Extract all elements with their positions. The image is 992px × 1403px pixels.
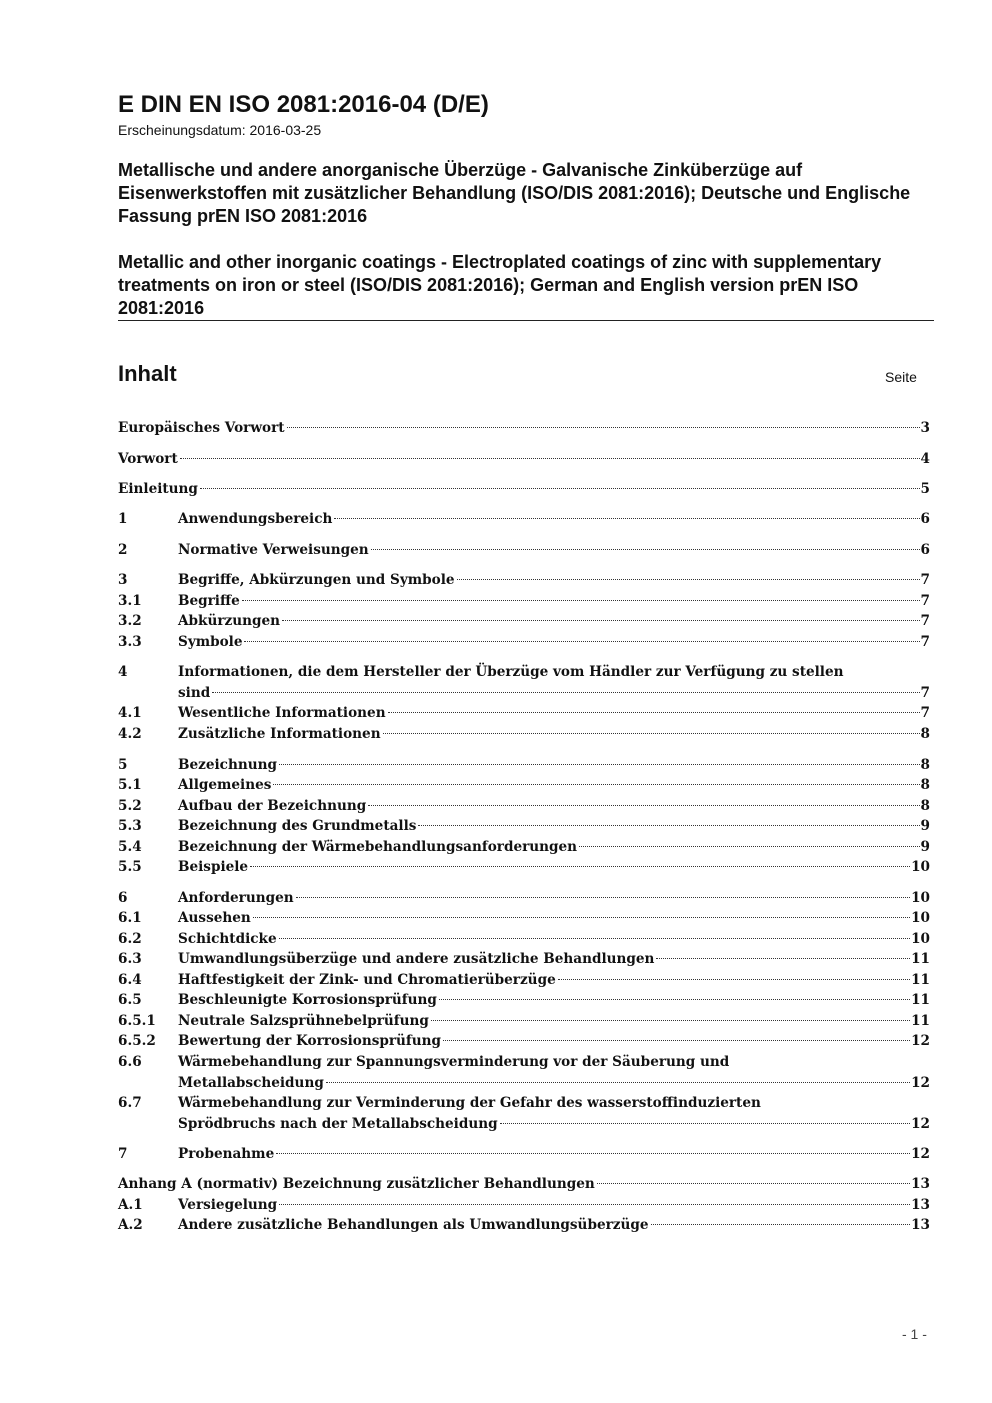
toc-entry-number: 4 xyxy=(118,664,128,680)
toc-entry-title: Normative Verweisungen xyxy=(178,542,369,558)
toc-entry-title: Umwandlungsüberzüge und andere zusätzliche Behandlungen xyxy=(178,951,655,967)
toc-entry[interactable] xyxy=(118,837,930,858)
toc-entry-number: 6.7 xyxy=(118,1095,142,1111)
toc-entry-number: 3.1 xyxy=(118,593,142,609)
toc-entry[interactable] xyxy=(118,1195,930,1216)
toc-leader-dots xyxy=(368,805,919,806)
toc-entry-page: 11 xyxy=(911,992,930,1008)
toc-leader-dots xyxy=(276,1153,910,1154)
toc-entry-title: Andere zusätzliche Behandlungen als Umwandlungsüberzüge xyxy=(178,1217,649,1233)
publication-date: Erscheinungsdatum: 2016-03-25 xyxy=(118,122,322,138)
toc-entry-title: Haftfestigkeit der Zink- und Chromatierüberzüge xyxy=(178,972,556,988)
toc-entry[interactable] xyxy=(118,1031,930,1052)
toc-entry-number: 2 xyxy=(118,542,128,558)
toc-leader-dots xyxy=(273,784,919,785)
toc-leader-dots xyxy=(200,488,920,489)
toc-entry-number: 6.6 xyxy=(118,1054,142,1070)
toc-entry-title: Bezeichnung des Grundmetalls xyxy=(178,818,417,834)
toc-entry-title: Wesentliche Informationen xyxy=(178,705,386,721)
toc-entry-page: 13 xyxy=(911,1217,930,1233)
toc-entry-title: Begriffe xyxy=(178,593,240,609)
toc-entry[interactable] xyxy=(118,755,930,776)
toc-entry-number: 4.2 xyxy=(118,726,142,742)
document-id: E DIN EN ISO 2081:2016-04 (D/E) xyxy=(118,91,489,118)
toc-leader-dots xyxy=(334,518,919,519)
toc-entry[interactable] xyxy=(118,449,930,470)
toc-entry-title: Metallabscheidung xyxy=(178,1074,324,1091)
toc-entry-number: 4.1 xyxy=(118,705,142,721)
toc-entry-page: 10 xyxy=(911,890,930,906)
toc-entry-number: 6.5 xyxy=(118,992,142,1008)
toc-entry-title: Anwendungsbereich xyxy=(178,511,333,527)
toc-entry-title: Allgemeines xyxy=(178,777,272,793)
toc-entry[interactable] xyxy=(118,418,930,439)
toc-entry-title: Bezeichnung der Wärmebehandlungsanforderungen xyxy=(178,839,578,855)
toc-leader-dots xyxy=(457,579,920,580)
toc-entry-number: 6.2 xyxy=(118,931,142,947)
toc-entry-page: 7 xyxy=(920,613,930,629)
toc-entry[interactable] xyxy=(118,816,930,837)
toc-entry[interactable] xyxy=(118,929,930,950)
toc-entry-title: Anforderungen xyxy=(178,890,294,906)
toc-entry[interactable] xyxy=(118,990,930,1011)
toc-entry-title: Vorwort xyxy=(118,451,178,467)
toc-leader-dots xyxy=(180,458,920,459)
toc-leader-dots xyxy=(279,1204,910,1205)
toc-entry-page: 9 xyxy=(920,818,930,834)
toc-entry-title: Neutrale Salzsprühnebelprüfung xyxy=(178,1013,429,1029)
toc-entry-number: 6.4 xyxy=(118,972,142,988)
toc-entry-page: 4 xyxy=(920,451,930,467)
toc-entry-number: 1 xyxy=(118,511,128,527)
toc-entry-page: 6 xyxy=(920,542,930,558)
toc-entry-title: Schichtdicke xyxy=(178,931,277,947)
toc-entry-title: Beschleunigte Korrosionsprüfung xyxy=(178,992,437,1008)
toc-leader-dots xyxy=(500,1123,910,1124)
toc-leader-dots xyxy=(558,979,910,980)
toc-leader-dots xyxy=(418,825,919,826)
title-german: Metallische und andere anorganische Überzüge - Galvanische Zinküberzüge auf Eisenwerkstoffen mit zusätzlicher Behandlung (ISO/DIS 2081:2016); Deutsche und Englische Fassung prEN ISO 2081:2016 xyxy=(118,160,911,226)
toc-entry-page: 10 xyxy=(911,859,930,875)
toc-entry[interactable] xyxy=(118,1011,930,1032)
toc-leader-dots xyxy=(651,1224,911,1225)
toc-entry[interactable] xyxy=(118,724,930,745)
toc-entry-page: 7 xyxy=(920,572,930,588)
toc-leader-dots xyxy=(279,938,910,939)
toc-entry-page: 8 xyxy=(920,777,930,793)
toc-entry-page: 11 xyxy=(911,1013,930,1029)
toc-entry-page: 7 xyxy=(920,593,930,609)
toc-entry[interactable] xyxy=(118,509,930,530)
toc-entry-page: 12 xyxy=(911,1146,930,1162)
toc-entry[interactable] xyxy=(118,796,930,817)
toc-entry-page: 7 xyxy=(920,705,930,721)
toc-entry-title: Begriffe, Abkürzungen und Symbole xyxy=(178,572,455,588)
toc-entry[interactable] xyxy=(118,970,930,991)
toc-entry-page: 7 xyxy=(920,634,930,650)
toc-entry-number: 5 xyxy=(118,757,128,773)
toc-entry-number: 3.2 xyxy=(118,613,142,629)
toc-entry-number: 3.3 xyxy=(118,634,142,650)
toc-entry-page: 6 xyxy=(920,511,930,527)
toc-entry-page: 10 xyxy=(911,931,930,947)
toc-entry-number: 7 xyxy=(118,1146,128,1162)
toc-entry[interactable] xyxy=(118,479,930,500)
toc-entry-title: Bezeichnung xyxy=(178,757,277,773)
toc-entry-page: 12 xyxy=(911,1115,930,1132)
toc-leader-dots xyxy=(253,917,910,918)
toc-leader-dots xyxy=(443,1040,910,1041)
toc-entry-title: Anhang A (normativ) Bezeichnung zusätzlicher Behandlungen xyxy=(118,1176,595,1192)
toc-leader-dots xyxy=(383,733,920,734)
toc-entry-number: 6 xyxy=(118,890,128,906)
toc-leader-dots xyxy=(212,692,919,693)
toc-entry-number: 5.2 xyxy=(118,798,142,814)
toc-entry-title: Einleitung xyxy=(118,481,198,497)
toc-entry[interactable] xyxy=(118,703,930,724)
toc-entry-title: Probenahme xyxy=(178,1146,275,1162)
toc-entry[interactable] xyxy=(118,1052,930,1093)
toc-entry-number: 3 xyxy=(118,572,128,588)
toc-leader-dots xyxy=(597,1183,910,1184)
toc-entry-title: Bewertung der Korrosionsprüfung xyxy=(178,1033,442,1049)
toc-entry-page: 13 xyxy=(911,1176,930,1192)
toc-leader-dots xyxy=(439,999,910,1000)
toc-entry[interactable] xyxy=(118,540,930,561)
toc-leader-dots xyxy=(296,897,910,898)
toc-entry-title: sind xyxy=(178,684,211,701)
toc-entry-title-line: Informationen, die dem Hersteller der Überzüge vom Händler zur Verfügung zu stellen xyxy=(178,664,844,680)
toc-entry-number: 6.3 xyxy=(118,951,142,967)
toc-entry-title: Sprödbruchs nach der Metallabscheidung xyxy=(178,1115,498,1132)
toc-entry[interactable] xyxy=(118,857,930,878)
page-number: - 1 - xyxy=(902,1326,927,1342)
toc-entry-title: Aussehen xyxy=(178,910,251,926)
toc-entry-number: 6.5.1 xyxy=(118,1013,156,1029)
toc-entry-page: 12 xyxy=(911,1033,930,1049)
toc-entry-page: 8 xyxy=(920,757,930,773)
toc-leader-dots xyxy=(279,764,920,765)
toc-entry-number: A.1 xyxy=(118,1197,143,1213)
toc-entry[interactable] xyxy=(118,949,930,970)
toc-entry-title: Europäisches Vorwort xyxy=(118,420,285,436)
toc-leader-dots xyxy=(244,641,919,642)
toc-entry-page: 5 xyxy=(920,481,930,497)
page-column-label: Seite xyxy=(885,369,917,385)
toc-entry-title-line: Wärmebehandlung zur Verminderung der Gefahr des wasserstoffinduzierten xyxy=(178,1095,761,1111)
toc-entry-page: 8 xyxy=(920,798,930,814)
toc-entry-page: 10 xyxy=(911,910,930,926)
toc-entry-number: 5.1 xyxy=(118,777,142,793)
toc-entry-page: 12 xyxy=(911,1074,930,1091)
toc-entry-page: 11 xyxy=(911,951,930,967)
toc-entry-number: 6.1 xyxy=(118,910,142,926)
toc-entry[interactable] xyxy=(118,570,930,591)
toc-entry-title: Abkürzungen xyxy=(178,613,281,629)
toc-entry-page: 3 xyxy=(920,420,930,436)
toc-entry-number: 5.3 xyxy=(118,818,142,834)
toc-entry-number: 5.5 xyxy=(118,859,142,875)
toc-leader-dots xyxy=(250,866,910,867)
toc-entry-title: Symbole xyxy=(178,634,243,650)
toc-entry[interactable] xyxy=(118,908,930,929)
toc-entry-title: Zusätzliche Informationen xyxy=(178,726,381,742)
toc-heading: Inhalt xyxy=(118,361,177,386)
toc-entry[interactable] xyxy=(118,1215,930,1236)
toc-entry-number: 5.4 xyxy=(118,839,142,855)
toc-entry[interactable] xyxy=(118,1144,930,1165)
toc-leader-dots xyxy=(242,600,920,601)
toc-entry-page: 8 xyxy=(920,726,930,742)
toc-leader-dots xyxy=(656,958,910,959)
toc-entry-title: Beispiele xyxy=(178,859,249,875)
toc-entry[interactable] xyxy=(118,888,930,909)
toc-entry[interactable] xyxy=(118,1093,930,1134)
toc-entry-page: 9 xyxy=(920,839,930,855)
toc-leader-dots xyxy=(388,712,920,713)
toc-entry[interactable] xyxy=(118,775,930,796)
toc-leader-dots xyxy=(371,549,920,550)
toc-entry-page: 7 xyxy=(920,684,930,701)
toc-entry[interactable] xyxy=(118,1174,930,1195)
toc-leader-dots xyxy=(287,427,920,428)
toc-entry-title-line: Wärmebehandlung zur Spannungsverminderung vor der Säuberung und xyxy=(178,1054,730,1070)
toc-leader-dots xyxy=(326,1082,910,1083)
toc-entry-number: 6.5.2 xyxy=(118,1033,156,1049)
title-english: Metallic and other inorganic coatings - Electroplated coatings of zinc with supplementary treatments on iron or steel (ISO/DIS 2081:2016); German and English version prEN ISO 2081:2016 xyxy=(118,252,882,318)
toc-leader-dots xyxy=(431,1020,910,1021)
toc-entry-page: 13 xyxy=(911,1197,930,1213)
toc-entry-page: 11 xyxy=(911,972,930,988)
toc-entry-title: Aufbau der Bezeichnung xyxy=(178,798,367,814)
toc-entry[interactable] xyxy=(118,611,930,632)
toc-entry[interactable] xyxy=(118,591,930,612)
toc-leader-dots xyxy=(282,620,919,621)
toc-entry-number: A.2 xyxy=(118,1217,143,1233)
toc-entry[interactable] xyxy=(118,632,930,653)
toc-entry[interactable] xyxy=(118,662,930,703)
toc-entry-title: Versiegelung xyxy=(178,1197,278,1213)
toc-leader-dots xyxy=(579,846,919,847)
